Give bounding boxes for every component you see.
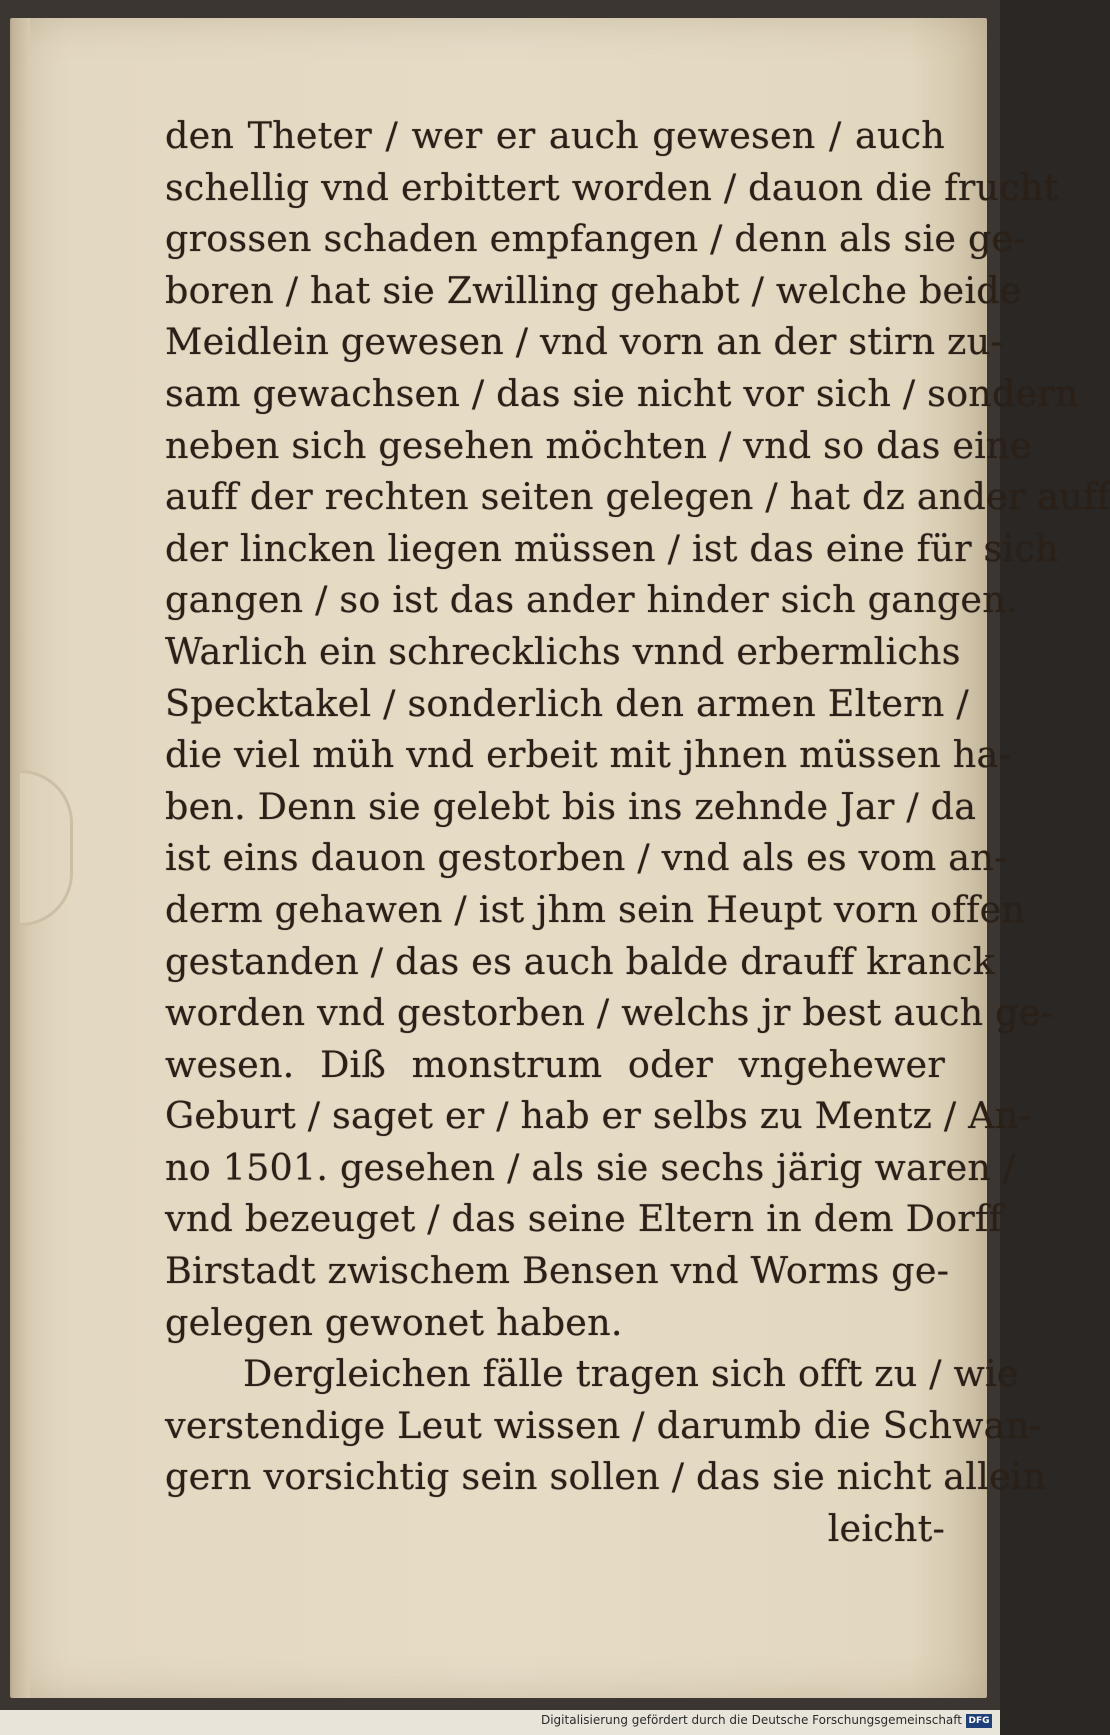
text-line: no 1501. gesehen / als sie sechs järig waren / [165,1145,1016,1189]
text-line: gern vorsichtig sein sollen / das sie nicht allein [165,1455,1047,1499]
text-line: grossen schaden empfangen / denn als sie ge- [165,217,1026,261]
text-line: sam gewachsen / das sie nicht vor sich / sondern [165,371,1079,415]
text-line: den Theter / wer er auch gewesen / auch [165,114,945,157]
text-line: Specktakel / sonderlich den armen Eltern / [165,681,969,725]
text-line: ist eins dauon gestorben / vnd als es vom an- [165,836,1007,880]
text-line: die viel müh vnd erbeit mit jhnen müssen ha- [165,733,1011,777]
catchword: leicht- [827,1507,945,1551]
digitization-credit: Digitalisierung gefördert durch die Deutsche Forschungsgemeinschaft [540,1713,962,1727]
page-clip-tab [20,770,73,926]
text-line: der lincken liegen müssen / ist das eine für sich [165,526,1059,570]
text-line: derm gehawen / ist jhm sein Heupt vorn offen [165,887,1026,931]
book-page [10,18,1110,1698]
text-line: auff der rechten seiten gelegen / hat dz ander auff [165,475,1110,519]
text-line: boren / hat sie Zwilling gehabt / welche beide [165,268,1022,312]
text-line: wesen. Diß monstrum oder vngehewer [165,1042,945,1086]
text-line: Meidlein gewesen / vnd vorn an der stirn zu- [165,320,1003,364]
text-line: gestanden / das es auch balde drauff kranck [165,939,995,983]
text-line: Dergleichen fälle tragen sich offt zu / wie [243,1352,1019,1396]
text-line: gangen / so ist das ander hinder sich gangen. [165,578,1018,622]
text-line: Geburt / saget er / hab er selbs zu Mentz / An- [165,1094,1031,1138]
text-line: neben sich gesehen möchten / vnd so das eine [165,423,1032,467]
page-text [165,110,1110,1555]
text-line: ben. Denn sie gelebt bis ins zehnde Jar / da [165,784,977,828]
text-line: Warlich ein schrecklichs vnnd erbermlichs [165,629,961,673]
text-line: Birstadt zwischem Bensen vnd Worms ge- [165,1249,950,1293]
dfg-logo: DFG [966,1714,992,1728]
text-line: schellig vnd erbittert worden / dauon die frucht [165,165,1059,209]
text-line: verstendige Leut wissen / darumb die Schwan- [165,1403,1042,1447]
text-line: gelegen gewonet haben. [165,1300,623,1344]
text-line: vnd bezeuget / das seine Eltern in dem Dorff [165,1197,1003,1241]
text-line: worden vnd gestorben / welchs jr best auch ge- [165,991,1054,1035]
